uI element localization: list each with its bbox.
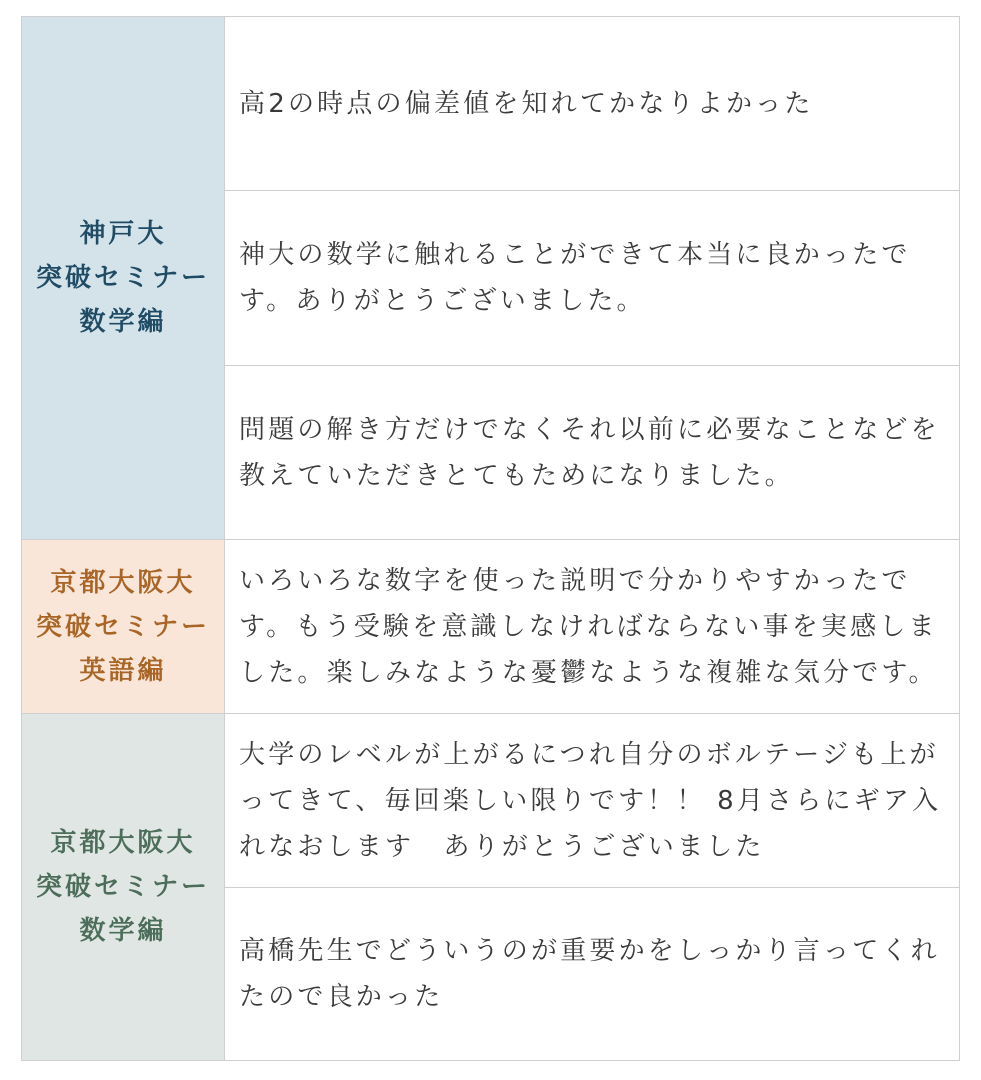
seminar-name-line: 京都大阪大 bbox=[50, 828, 196, 858]
seminar-name-cell bbox=[22, 17, 225, 540]
comment-cell: 問題の解き方だけでなくそれ以前に必要なことなどを教えていただきとてもためになりました。 bbox=[225, 366, 960, 540]
comment-cell: 神大の数学に触れることができて本当に良かったです。ありがとうございました。 bbox=[225, 191, 960, 366]
seminar-name-cell bbox=[22, 714, 225, 1061]
seminar-name-line: 京都大阪大 bbox=[50, 567, 196, 598]
comment-cell: 大学のレベルが上がるにつれ自分のボルテージも上がってきて、毎回楽しい限りです！！ 8月さらにギア入れなおします ありがとうございました bbox=[225, 714, 960, 888]
seminar-name-line: 数学編 bbox=[79, 916, 167, 946]
comment-cell: 高橋先生でどういうのが重要かをしっかり言ってくれたので良かった bbox=[225, 888, 960, 1061]
comment-cell: 高2の時点の偏差値を知れてかなりよかった bbox=[225, 17, 960, 191]
seminar-name-line: 突破セミナー bbox=[35, 611, 210, 642]
seminar-name-cell bbox=[22, 540, 225, 714]
seminar-name-line: 数学編 bbox=[79, 307, 167, 337]
comment-cell: いろいろな数字を使った説明で分かりやすかったです。もう受験を意識しなければならない事を実感しました。楽しみなような憂鬱なような複雑な気分です。 bbox=[225, 540, 960, 714]
review-row bbox=[22, 540, 960, 714]
review-row bbox=[22, 714, 960, 888]
seminar-name-line: 突破セミナー bbox=[35, 872, 210, 902]
seminar-review-table bbox=[21, 16, 960, 1061]
seminar-name-line: 神戸大 bbox=[79, 219, 167, 249]
seminar-name-line: 突破セミナー bbox=[35, 263, 210, 293]
review-row bbox=[22, 17, 960, 191]
seminar-name-line: 英語編 bbox=[79, 655, 167, 686]
